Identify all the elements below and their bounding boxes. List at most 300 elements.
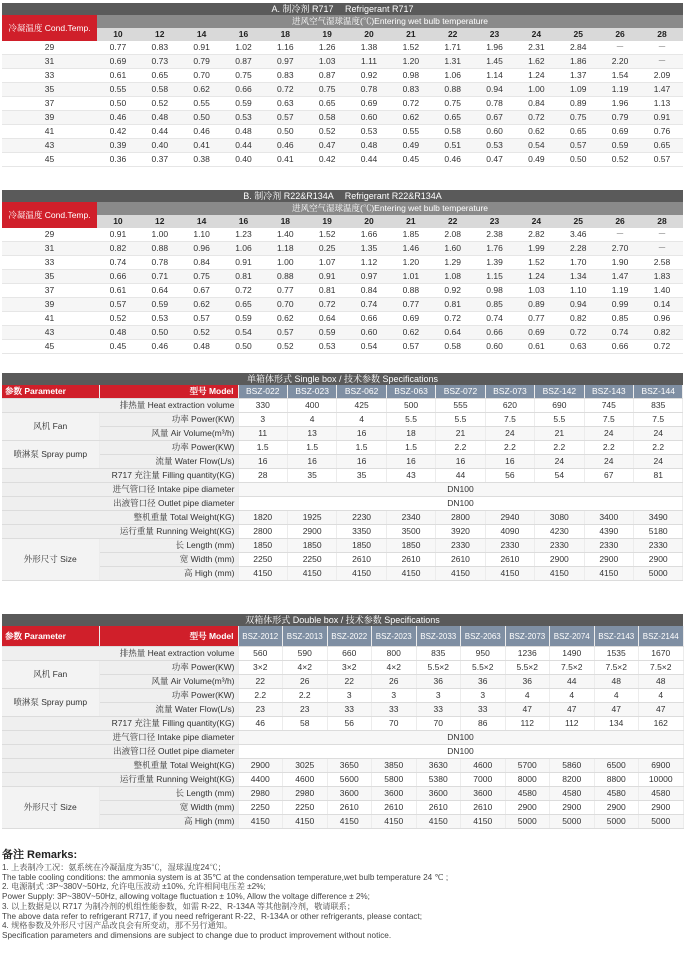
value-cell: 0.66 [223, 83, 265, 97]
fan_air-value: 22 [327, 675, 372, 689]
cond-temp-cell: 41 [2, 125, 97, 139]
value-cell: 0.77 [264, 284, 306, 298]
value-cell: 0.66 [474, 326, 516, 340]
value-cell: 1.62 [515, 55, 557, 69]
filling-value: 54 [535, 469, 584, 483]
value-cell: 0.53 [306, 340, 348, 354]
filling-value: 112 [505, 717, 550, 731]
value-cell: 0.72 [264, 83, 306, 97]
total_label: 整机重量 Total Weight(KG) [2, 511, 238, 525]
value-cell: 3.46 [557, 228, 599, 242]
model-header: BSZ-2013 [283, 626, 328, 647]
value-cell: 0.46 [97, 111, 139, 125]
value-cell: 1.08 [432, 270, 474, 284]
column-header: 21 [390, 215, 432, 228]
length-value: 3600 [461, 787, 506, 801]
value-cell: 0.38 [181, 153, 223, 167]
running-value: 4390 [584, 525, 633, 539]
height_label: 高 High (mm) [99, 567, 238, 581]
pump_flow-value: 16 [436, 455, 485, 469]
value-cell: 0.91 [181, 41, 223, 55]
value-cell: 0.36 [97, 153, 139, 167]
value-cell: 0.50 [557, 153, 599, 167]
value-cell: 0.65 [641, 139, 683, 153]
outlet-value: DN100 [238, 745, 683, 759]
width_label: 宽 Width (mm) [99, 553, 238, 567]
pump_flow-value: 16 [485, 455, 534, 469]
column-header: 20 [348, 28, 390, 41]
single-box-table [2, 385, 683, 581]
running-value: 8800 [594, 773, 639, 787]
height-value: 4150 [337, 567, 386, 581]
cond-temp-cell: 39 [2, 298, 97, 312]
value-cell: 0.59 [599, 139, 641, 153]
model-header: BSZ-062 [337, 385, 386, 399]
total-value: 5700 [505, 759, 550, 773]
value-cell: 0.85 [599, 312, 641, 326]
total-value: 3850 [372, 759, 417, 773]
model-header: BSZ-142 [535, 385, 584, 399]
cond-temp-cell: 41 [2, 312, 97, 326]
filling-value: 56 [327, 717, 372, 731]
length-value: 2980 [283, 787, 328, 801]
running-value: 3920 [436, 525, 485, 539]
value-cell: 2.82 [515, 228, 557, 242]
fan_power-value: 3×2 [327, 661, 372, 675]
value-cell: 0.65 [557, 125, 599, 139]
table-row [2, 228, 683, 242]
running-value: 5800 [372, 773, 417, 787]
value-cell: 0.72 [306, 298, 348, 312]
fan_power_label: 功率 Power(KW) [99, 661, 238, 675]
value-cell: 0.98 [474, 284, 516, 298]
value-cell: 1.52 [306, 228, 348, 242]
fan_power-value: 3 [238, 413, 287, 427]
value-cell: 0.66 [97, 270, 139, 284]
value-cell: 1.34 [557, 270, 599, 284]
table-row [2, 298, 683, 312]
value-cell: 0.84 [348, 284, 390, 298]
pump_power-value: 4 [594, 689, 639, 703]
model-header: BSZ-144 [634, 385, 683, 399]
double-box-specs [2, 614, 684, 829]
value-cell: 0.72 [641, 340, 683, 354]
pump_power-value: 1.5 [287, 441, 336, 455]
value-cell: － [641, 55, 683, 69]
heat-value: 590 [283, 647, 328, 661]
fan_power-value: 5.5×2 [505, 661, 550, 675]
value-cell: 0.70 [181, 69, 223, 83]
height-value: 4150 [386, 567, 435, 581]
value-cell: 1.37 [557, 69, 599, 83]
running-value: 8000 [505, 773, 550, 787]
table-row [2, 731, 683, 745]
model-header: BSZ-2073 [505, 626, 550, 647]
height-value: 5000 [550, 815, 595, 829]
value-cell: － [641, 242, 683, 256]
table-row [2, 427, 683, 441]
single-box-title: 单箱体形式 Single box / 技术参数 Specifications [2, 373, 683, 385]
value-cell: 0.48 [181, 340, 223, 354]
pump_power-value: 3 [416, 689, 461, 703]
table-row [2, 441, 683, 455]
fan_air-value: 24 [584, 427, 633, 441]
pump_power-value: 2.2 [238, 689, 283, 703]
column-header: 22 [432, 28, 474, 41]
total-value: 6900 [639, 759, 684, 773]
filling-value: 58 [283, 717, 328, 731]
value-cell: 1.99 [515, 242, 557, 256]
value-cell: 0.42 [306, 153, 348, 167]
value-cell: 0.88 [139, 242, 181, 256]
width-value: 2610 [416, 801, 461, 815]
value-cell: 1.96 [474, 41, 516, 55]
remarks-title: 备注 Remarks: [2, 849, 78, 861]
value-cell: 0.75 [306, 83, 348, 97]
value-cell: 2.84 [557, 41, 599, 55]
value-cell: 0.69 [515, 326, 557, 340]
value-cell: 1.76 [474, 242, 516, 256]
pump_flow-value: 16 [337, 455, 386, 469]
fan_air-value: 26 [283, 675, 328, 689]
value-cell: 0.82 [97, 242, 139, 256]
heat-value: 425 [337, 399, 386, 413]
table-a-column-headers [2, 28, 683, 41]
value-cell: 1.38 [348, 41, 390, 55]
running-value: 3350 [337, 525, 386, 539]
value-cell: 0.77 [390, 298, 432, 312]
table-b-column-headers [2, 215, 683, 228]
total-value: 2230 [337, 511, 386, 525]
column-header: 16 [223, 28, 265, 41]
value-cell: 1.24 [515, 69, 557, 83]
value-cell: 0.50 [97, 97, 139, 111]
value-cell: 0.91 [97, 228, 139, 242]
value-cell: 0.46 [139, 340, 181, 354]
total-value: 3630 [416, 759, 461, 773]
value-cell: 0.55 [181, 97, 223, 111]
intake_label: 进气管口径 Intake pipe diameter [2, 731, 238, 745]
value-cell: 0.60 [348, 326, 390, 340]
fan_power-value: 5.5 [386, 413, 435, 427]
heat-value: 800 [372, 647, 417, 661]
value-cell: 1.03 [515, 284, 557, 298]
table-row [2, 340, 683, 354]
value-cell: 1.09 [557, 83, 599, 97]
running_label: 运行重量 Running Weight(KG) [2, 525, 238, 539]
table-row [2, 153, 683, 167]
heat-value: 560 [238, 647, 283, 661]
table-row [2, 483, 683, 497]
width-value: 2610 [436, 553, 485, 567]
value-cell: 1.23 [223, 228, 265, 242]
length-value: 4580 [505, 787, 550, 801]
value-cell: 0.47 [306, 139, 348, 153]
fan_air-value: 24 [485, 427, 534, 441]
fan_label: 风机 Fan [2, 661, 99, 689]
total-value: 5860 [550, 759, 595, 773]
length-value: 1850 [337, 539, 386, 553]
filling-value: 134 [594, 717, 639, 731]
value-cell: 0.89 [515, 298, 557, 312]
remark-line: The above data refer to refrigerant R717, if you need refrigerant R-22、R-134A or other refrigerants, please contact; [2, 911, 423, 921]
total-value: 3025 [283, 759, 328, 773]
length_label: 长 Length (mm) [99, 539, 238, 553]
value-cell: 0.96 [181, 242, 223, 256]
value-cell: 0.96 [641, 312, 683, 326]
value-cell: 0.92 [348, 69, 390, 83]
value-cell: 0.52 [139, 97, 181, 111]
model-label: 型号 Model [99, 385, 238, 399]
table-row [2, 773, 683, 787]
value-cell: 0.50 [139, 326, 181, 340]
value-cell: 1.10 [557, 284, 599, 298]
heat-value: 330 [238, 399, 287, 413]
table-row [2, 539, 683, 553]
filling-value: 35 [287, 469, 336, 483]
value-cell: 0.52 [306, 125, 348, 139]
value-cell: 0.69 [348, 97, 390, 111]
pump_power-value: 2.2 [485, 441, 534, 455]
value-cell: 0.73 [139, 55, 181, 69]
width-value: 2610 [337, 553, 386, 567]
width-value: 2610 [386, 553, 435, 567]
cond-temp-cell: 43 [2, 326, 97, 340]
pump_flow_label: 流量 Water Flow(L/s) [99, 455, 238, 469]
value-cell: 0.49 [390, 139, 432, 153]
value-cell: － [641, 41, 683, 55]
pump_flow-value: 24 [584, 455, 633, 469]
table-row [2, 511, 683, 525]
value-cell: 0.88 [432, 83, 474, 97]
fan_power-value: 4 [287, 413, 336, 427]
value-cell: 0.75 [223, 69, 265, 83]
value-cell: 0.99 [599, 298, 641, 312]
value-cell: 1.20 [390, 55, 432, 69]
value-cell: － [599, 41, 641, 55]
fan_air-value: 48 [639, 675, 684, 689]
value-cell: 0.25 [306, 242, 348, 256]
pump_power-value: 4 [550, 689, 595, 703]
table-row [2, 312, 683, 326]
wet-bulb-header: 进风空气湿球温度(℃)Entering wet bulb temperature [97, 15, 683, 28]
value-cell: 0.57 [641, 153, 683, 167]
length-value: 3600 [416, 787, 461, 801]
value-cell: 0.89 [557, 97, 599, 111]
remark-line: Power Supply: 3P~380V~50Hz, allowing voltage fluctuation ± 10%, Allow the voltage difference ± 2%; [2, 892, 370, 902]
value-cell: 0.47 [474, 153, 516, 167]
value-cell: 0.59 [306, 326, 348, 340]
heat_label: 排热量 Heat extraction volume [2, 399, 238, 413]
value-cell: 0.77 [97, 41, 139, 55]
value-cell: 1.19 [599, 284, 641, 298]
running-value: 4230 [535, 525, 584, 539]
value-cell: 2.09 [641, 69, 683, 83]
value-cell: 0.50 [264, 125, 306, 139]
value-cell: 0.44 [139, 125, 181, 139]
value-cell: 0.72 [557, 326, 599, 340]
intake-value: DN100 [238, 483, 683, 497]
value-cell: 0.60 [474, 340, 516, 354]
cond-temp-cell: 33 [2, 256, 97, 270]
table-row [2, 675, 683, 689]
value-cell: 0.98 [390, 69, 432, 83]
fan_power-value: 7.5×2 [639, 661, 684, 675]
length-value: 1850 [386, 539, 435, 553]
value-cell: 0.78 [348, 83, 390, 97]
cond-temp-cell: 29 [2, 41, 97, 55]
width-value: 2250 [238, 801, 283, 815]
table-row [2, 455, 683, 469]
total-value: 6500 [594, 759, 639, 773]
fan_air_label: 风量 Air Volume(m³/h) [99, 675, 238, 689]
heat-value: 745 [584, 399, 633, 413]
table-row [2, 469, 683, 483]
value-cell: 0.69 [390, 312, 432, 326]
outlet_label: 出液管口径 Outlet pipe diameter [2, 497, 238, 511]
intake_label: 进气管口径 Intake pipe diameter [2, 483, 238, 497]
model-header: BSZ-2033 [416, 626, 461, 647]
pump_label: 喷淋泵 Spray pump [2, 689, 99, 717]
heat-value: 690 [535, 399, 584, 413]
column-header: 24 [515, 28, 557, 41]
heat-value: 1236 [505, 647, 550, 661]
heat-value: 1670 [639, 647, 684, 661]
cond-temp-cell: 31 [2, 55, 97, 69]
cond-temp-cell: 31 [2, 242, 97, 256]
value-cell: 1.11 [348, 55, 390, 69]
value-cell: 2.08 [432, 228, 474, 242]
value-cell: 1.60 [432, 242, 474, 256]
column-header: 12 [139, 28, 181, 41]
value-cell: 0.54 [348, 340, 390, 354]
running-value: 2800 [238, 525, 287, 539]
filling-value: 35 [337, 469, 386, 483]
model-header: BSZ-2012 [238, 626, 283, 647]
value-cell: 0.66 [348, 312, 390, 326]
length_label: 长 Length (mm) [99, 787, 238, 801]
cond-temp-cell: 43 [2, 139, 97, 153]
column-header: 23 [474, 28, 516, 41]
value-cell: 1.12 [348, 256, 390, 270]
total_label: 整机重量 Total Weight(KG) [2, 759, 238, 773]
table-row [2, 55, 683, 69]
value-cell: 0.14 [641, 298, 683, 312]
value-cell: 0.52 [181, 326, 223, 340]
size_label: 外形尺寸 Size [2, 539, 99, 581]
total-value: 2940 [485, 511, 534, 525]
height-value: 4150 [327, 815, 372, 829]
model-header: BSZ-2143 [594, 626, 639, 647]
width-value: 2250 [283, 801, 328, 815]
value-cell: 0.51 [432, 139, 474, 153]
value-cell: 0.85 [474, 298, 516, 312]
remark-line: 4. 规格参数及外形尺寸因产品改良会有所变动，那不另行通知。 [2, 921, 233, 931]
value-cell: 0.82 [557, 312, 599, 326]
column-header: 25 [557, 28, 599, 41]
total-value: 4600 [461, 759, 506, 773]
height-value: 5000 [634, 567, 683, 581]
value-cell: 0.64 [139, 284, 181, 298]
heat-value: 950 [461, 647, 506, 661]
table-b [2, 190, 683, 354]
column-header: 21 [390, 28, 432, 41]
value-cell: 0.59 [223, 97, 265, 111]
size_label: 外形尺寸 Size [2, 787, 99, 829]
running-value: 3500 [386, 525, 435, 539]
fan_power-value: 4×2 [372, 661, 417, 675]
table-row [2, 626, 683, 647]
value-cell: 2.58 [641, 256, 683, 270]
value-cell: 0.78 [139, 256, 181, 270]
value-cell: 0.97 [264, 55, 306, 69]
table-row [2, 385, 683, 399]
value-cell: 0.63 [557, 340, 599, 354]
fan_air-value: 44 [550, 675, 595, 689]
value-cell: 0.97 [348, 270, 390, 284]
value-cell: 1.83 [641, 270, 683, 284]
value-cell: 1.20 [390, 256, 432, 270]
pump_flow-value: 47 [639, 703, 684, 717]
pump_flow-value: 33 [461, 703, 506, 717]
length-value: 2330 [535, 539, 584, 553]
column-header: 10 [97, 28, 139, 41]
value-cell: 0.77 [515, 312, 557, 326]
fan_power-value: 7.5 [485, 413, 534, 427]
running-value: 7000 [461, 773, 506, 787]
table-a-title: A. 制冷剂 R717 Refrigerant R717 [2, 3, 683, 15]
height-value: 4150 [238, 567, 287, 581]
model-header: BSZ-2144 [639, 626, 684, 647]
value-cell: 0.57 [264, 111, 306, 125]
value-cell: 0.69 [97, 55, 139, 69]
value-cell: 1.39 [474, 256, 516, 270]
column-header: 16 [223, 215, 265, 228]
value-cell: 0.55 [390, 125, 432, 139]
height-value: 5000 [594, 815, 639, 829]
table-row [2, 326, 683, 340]
fan_power-value: 5.5×2 [461, 661, 506, 675]
value-cell: 0.61 [97, 284, 139, 298]
cond-temp-cell: 35 [2, 83, 97, 97]
height-value: 5000 [639, 815, 684, 829]
filling-value: 86 [461, 717, 506, 731]
pump_flow-value: 16 [386, 455, 435, 469]
table-row [2, 553, 683, 567]
pump_power-value: 3 [327, 689, 372, 703]
value-cell: 0.67 [474, 111, 516, 125]
table-row [2, 717, 683, 731]
height-value: 4150 [485, 567, 534, 581]
heat_label: 排热量 Heat extraction volume [2, 647, 238, 661]
value-cell: 0.40 [139, 139, 181, 153]
single-box-specs [2, 373, 683, 581]
table-row [2, 413, 683, 427]
width_label: 宽 Width (mm) [99, 801, 238, 815]
value-cell: 0.78 [474, 97, 516, 111]
value-cell: 0.41 [264, 153, 306, 167]
running-value: 10000 [639, 773, 684, 787]
value-cell: 1.70 [557, 256, 599, 270]
value-cell: 0.81 [306, 284, 348, 298]
remark-line: The table cooling conditions: the ammonia system is at 35℃ at the condensation temperature,wet bulb temperature 24 ℃ ; [2, 872, 449, 882]
fan_power-value: 4 [337, 413, 386, 427]
cond-temp-cell: 45 [2, 340, 97, 354]
value-cell: 0.75 [432, 97, 474, 111]
filling-value: 162 [639, 717, 684, 731]
fan_power-value: 7.5×2 [594, 661, 639, 675]
height-value: 4150 [584, 567, 633, 581]
